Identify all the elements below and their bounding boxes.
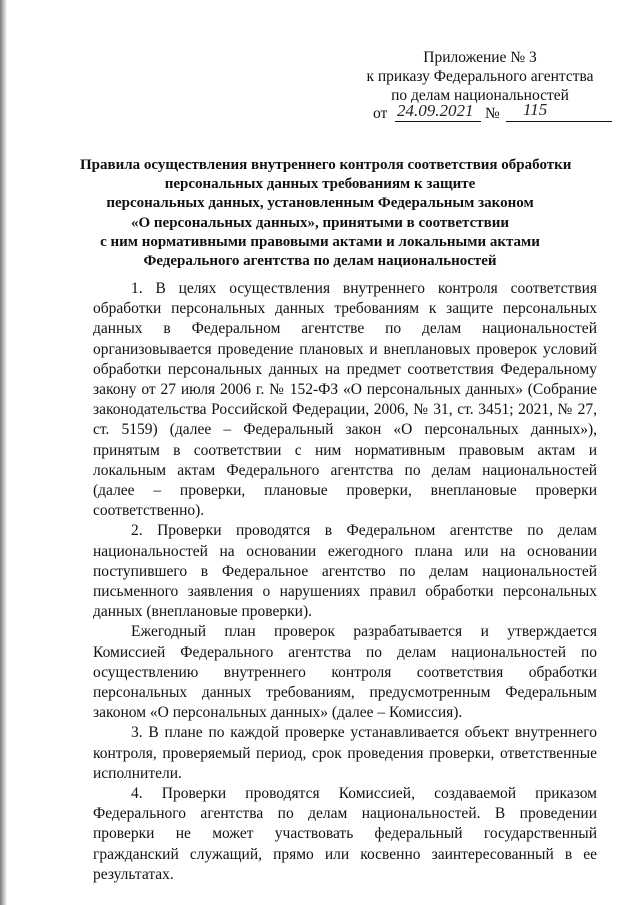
title-line-2: персональных данных требованиям к защите xyxy=(164,176,476,193)
annex-line-1: Приложение № 3 xyxy=(423,49,537,66)
paragraph-1: 1. В целях осуществления внутреннего контроля соответствия обработки персональных данных требованиям к защите персональных данных в Федеральном агентстве по делам национальностей организовывается проведение плановых и внеплановых проверок условий обработки персональных данных на предмет соответствия Федеральному закону от 27 июля 2006 г. № 152-ФЗ «О персональных данных» (Собрание законодательства Российской Федерации, 2006, № 31, ст. 3451; 2021, № 27, ст. 5159) (далее – Федеральный закон «О персональных данных»), принятым в соответствии с ним нормативным правовым актам и локальным актам Федерального агентства по делам национальностей (далее – проверки, плановые проверки, внеплановые проверки соответственно). xyxy=(93,280,597,520)
paragraph-4: 4. Проверки проводятся Комиссией, создаваемой приказом Федерального агентства по делам национальностей. В проведении проверки не может участвовать федеральный государственный гражданский служащий, прямо или косвенно заинтересованный в ее результатах. xyxy=(93,785,597,883)
scan-edge-shadow xyxy=(0,0,7,905)
paragraph-3: 3. В плане по каждой проверке устанавливается объект внутреннего контроля, проверяемый период, срок проведения проверки, ответственные исполнители. xyxy=(93,724,597,782)
annex-line-3: по делам национальностей xyxy=(391,87,569,104)
handwritten-number: 115 xyxy=(523,100,548,119)
annex-header xyxy=(352,48,608,105)
title-line-3: персональных данных, установленным Федеральным законом xyxy=(106,195,534,212)
number-label: № xyxy=(485,105,500,122)
title-line-5: с ним нормативными правовыми актами и локальными актами xyxy=(100,233,540,250)
paragraph-2-continued: Ежегодный план проверок разрабатывается и утверждается Комиссией Федерального агентства по делам национальностей по осуществлению внутреннего контроля соответствия обработки персональных данных требованиям, предусмотренным Федеральным законом «О персональных данных» (далее – Комиссия). xyxy=(93,623,597,722)
title-line-4: «О персональных данных», принятыми в соответствии xyxy=(130,214,509,231)
order-date-number-line xyxy=(373,100,613,125)
number-underline xyxy=(506,121,612,122)
date-prefix: от xyxy=(373,105,388,122)
document-title xyxy=(80,156,572,271)
title-line-1: Правила осуществления внутреннего контроля соответствия обработки xyxy=(80,157,572,173)
handwritten-date: 24.09.2021 xyxy=(397,101,474,120)
title-line-6: Федерального агентства по делам национальностей xyxy=(143,253,497,270)
document-body xyxy=(93,279,597,885)
annex-line-2: к приказу Федерального агентства xyxy=(366,68,594,85)
paragraph-2: 2. Проверки проводятся в Федеральном агентстве по делам национальностей на основании ежегодного плана или на основании поступившего в Федеральное агентство по делам национальностей письменного заявления о нарушениях правил обработки персональных данных (внеплановые проверки). xyxy=(93,522,597,621)
